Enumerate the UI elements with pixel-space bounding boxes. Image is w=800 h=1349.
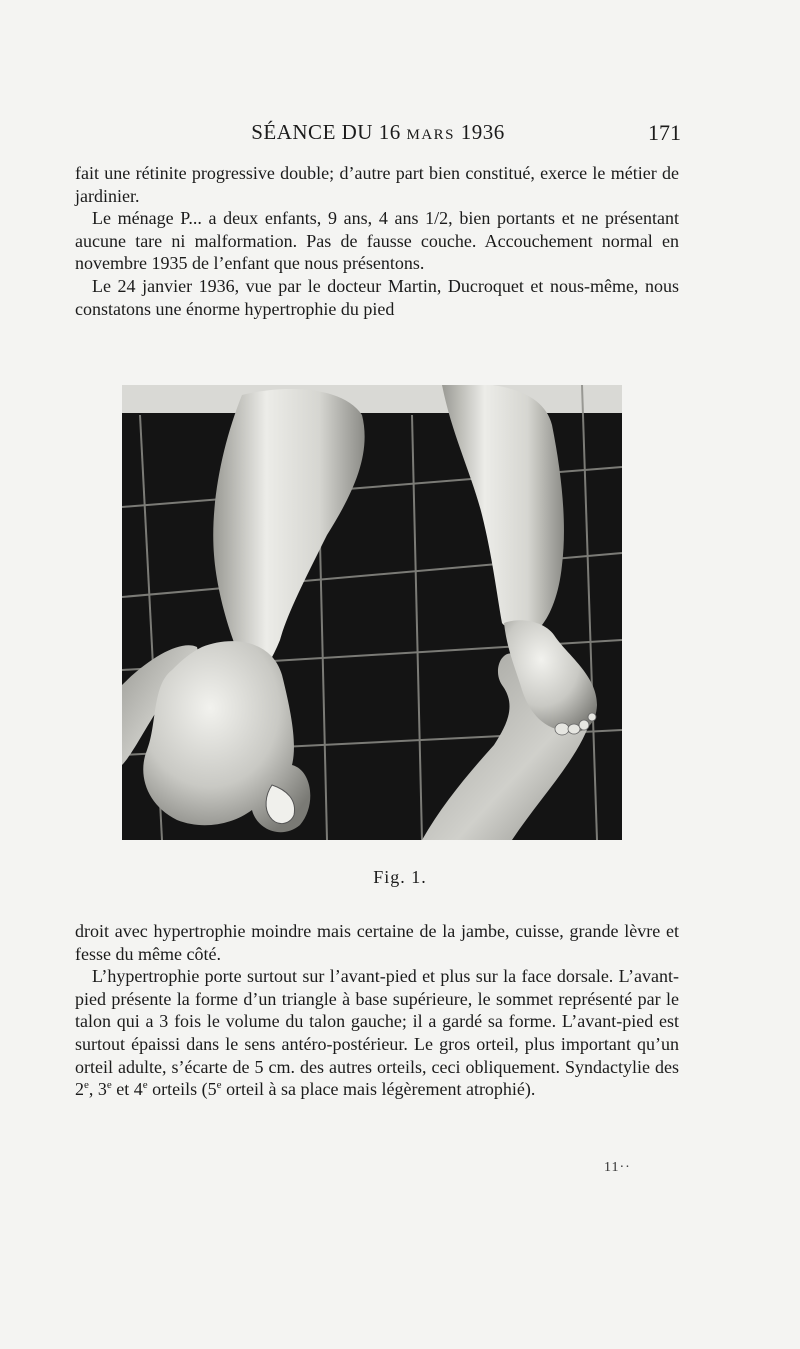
- paragraph-text: et 4: [111, 1079, 143, 1100]
- paragraph-text: orteils (5: [147, 1079, 217, 1100]
- body-text-top: [75, 162, 679, 320]
- superscript: e: [142, 1079, 148, 1092]
- title-prefix: SÉANCE DU 16: [251, 120, 407, 144]
- paragraph: [75, 965, 679, 1101]
- signature-mark: 11··: [604, 1160, 631, 1175]
- paragraph-text: orteil à sa place mais légèrement atrophié).: [221, 1079, 536, 1100]
- figure-caption: Fig. 1.: [373, 867, 427, 887]
- paragraph-text: , 3: [88, 1079, 107, 1100]
- paragraph: droit avec hypertrophie moindre mais certaine de la jambe, cuisse, grande lèvre et fesse du même côté.: [75, 921, 679, 964]
- title-month: MARS: [406, 127, 456, 143]
- paragraph-text: L’hypertrophie porte surtout sur l’avant-pied et plus sur la face dorsale. L’avant-pied présente la forme d’un triangle à base supérieure, le sommet représenté par le talon qui a 3 fois le volume du talon gauche; il a gardé sa forme. L’avant-pied est surtout épaissi dans le sens antéro-postérieur. Le gros orteil, plus important qu’un orteil adulte, s’écarte de 5 cm. des autres orteils, ceci obliquement. Syndactylie des 2: [75, 966, 679, 1100]
- running-head: [75, 120, 681, 150]
- superscript: e: [106, 1079, 112, 1092]
- infant-legs-photo: [122, 385, 622, 840]
- paragraph: fait une rétinite progressive double; d’autre part bien constitué, exerce le métier de jardinier.: [75, 163, 679, 206]
- page-number: 171: [648, 120, 681, 145]
- paragraph: Le ménage P... a deux enfants, 9 ans, 4 ans 1/2, bien portants et ne présentant aucune tare ni malformation. Pas de fausse couche. Accouchement normal en novembre 1935 de l’enfant que nous présentons.: [75, 208, 679, 274]
- running-title: [75, 120, 681, 145]
- title-year: 1936: [455, 120, 505, 144]
- superscript: e: [216, 1079, 222, 1092]
- paragraph: Le 24 janvier 1936, vue par le docteur Martin, Ducroquet et nous-même, nous constatons une énorme hypertrophie du pied: [75, 275, 679, 319]
- superscript: e: [84, 1079, 89, 1092]
- figure-photograph: [122, 385, 622, 840]
- body-text-bottom: [75, 920, 679, 1101]
